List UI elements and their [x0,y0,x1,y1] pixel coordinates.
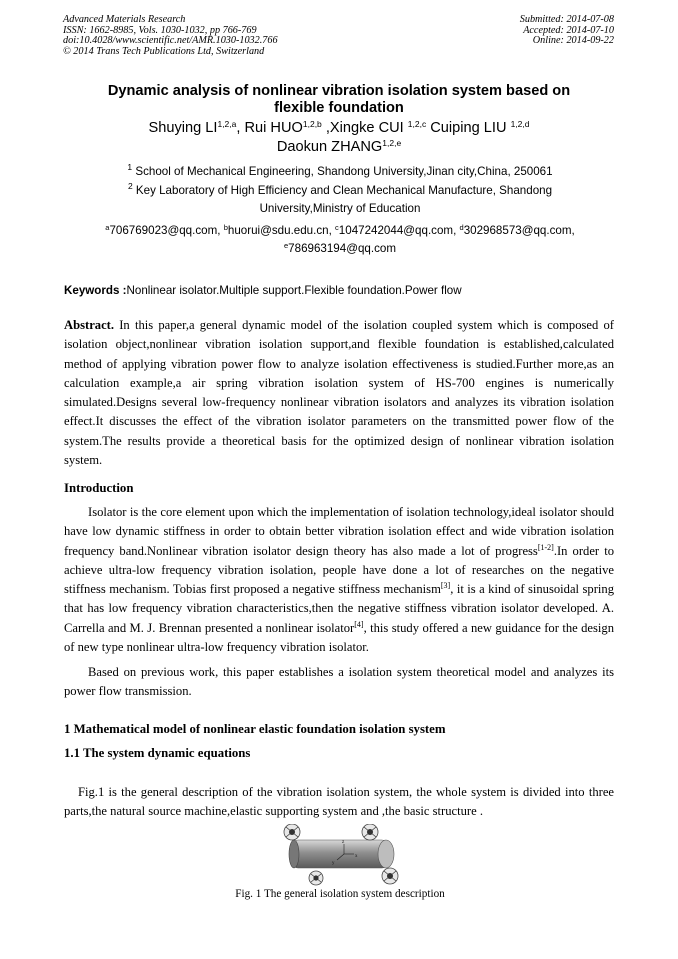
submitted-date: Submitted: 2014-07-08 [519,14,614,25]
journal-issn: ISSN: 1662-8985, Vols. 1030-1032, pp 766-769 [63,24,257,36]
journal-header-right [520,15,614,47]
section-heading-introduction: Introduction [64,481,134,495]
affiliation-text: Key Laboratory of High Efficiency and Clean Mechanical Manufacture, Shandong [132,183,553,197]
journal-copyright: © 2014 Trans Tech Publications Ltd, Switzerland [63,45,265,57]
email-link[interactable]: huorui@sdu.edu.cn, [227,224,336,237]
online-date: Online: 2014-09-22 [532,35,614,47]
affiliation-text: University,Ministry of Education [259,202,421,215]
figure-caption: Fig. 1 The general isolation system description [235,888,445,900]
journal-doi: doi:10.4028/www.scientific.net/AMR.1030-1032.766 [63,35,278,47]
email-marker: b [223,223,228,232]
axis-label-y: y [332,861,335,866]
email-link[interactable]: 302968573@qq.com, [463,224,575,237]
keywords-text: Nonlinear isolator.Multiple support.Flexible foundation.Power flow [126,284,462,297]
author-list [60,119,618,157]
abstract [64,316,614,470]
affiliations [80,163,600,219]
title-line-1: Dynamic analysis of nonlinear vibration isolation system based on [107,83,571,99]
email-marker: e [284,241,289,250]
author-name: ,Xingke CUI [321,120,408,136]
support-mount-bottom-left [309,871,323,885]
journal-name: Advanced Materials Research [63,14,186,25]
email-link[interactable]: 706769023@qq.com, [109,224,224,237]
accepted-date: Accepted: 2014-07-10 [523,24,614,36]
author-affiliation: 1,2,b [302,119,322,129]
email-marker: d [459,223,464,232]
support-mount-top-left [284,824,300,840]
author-name: Shuying LI [148,120,218,136]
axis-label-x: x [355,854,358,859]
affiliation-number: 2 [127,180,133,191]
author-affiliation: 1,2,a [217,119,237,129]
author-affiliation: 1,2,d [510,119,530,129]
axis-label-z: z [342,840,345,845]
paper-title [60,83,618,117]
section1-paragraph: Fig.1 is the general description of the vibration isolation system, the whole system is divided into three parts,the natural source machine,elastic supporting system and ,the basic structure . [64,785,614,819]
citation-ref[interactable]: [4] [354,619,364,629]
citation-ref[interactable]: [3] [440,581,451,591]
author-name: , Rui HUO [236,120,303,136]
subsection-heading-1-1: 1.1 The system dynamic equations [64,746,251,760]
author-emails [70,222,610,258]
author-name: Daokun ZHANG [276,139,383,155]
keywords-label: Keywords : [64,284,127,297]
affiliation-text: School of Mechanical Engineering, Shandong University,Jinan city,China, 250061 [132,165,553,178]
intro-text: , this study offered a new guidance for the design of new type nonlinear ultra-low frequency vibration isolator. [64,620,614,655]
intro-text: .In order to achieve ultra-low frequency vibration isolation, people have done a lot of researches on the negative stiffness mechanism. Tobias first proposed a negative stiffness mechanism [64,543,614,597]
intro-text: , it is a kind of sinusoidal spring that has low frequency vibration characteristics,then the negative stiffness vibration isolator developed. A. Carrella and M. J. Brennan presented a nonlinear isolator [64,582,614,635]
author-affiliation: 1,2,c [407,119,427,129]
support-mount-bottom-right [382,868,398,884]
abstract-text: In this paper,a general dynamic model of the isolation coupled system which is composed of isolation object,nonlinear vibration isolation support,and flexible foundation is established,calculated method of applying vibration power flow to analyze isolation effectiveness is studied.Further more,as an calculation example,a air spring vibration isolation system of HS-700 engines is numerically simulated.Designs several low-frequency nonlinear vibration isolators and analyzes its vibration isolation effect.It discusses the effect of the vibration isolator parameters on the transmitted power flow of the system.The results provide a theoretical basis for the optimized design of nonlinear vibration isolation system. [64,318,614,468]
intro-paragraph-1 [64,503,614,657]
author-name: Cuiping LIU [426,120,511,136]
intro-text: Isolator is the core element upon which the implementation of isolation technology,ideal isolator should have low dynamic stiffness in order to obtain better vibration isolation effect and wide vibration isolation frequency band.Nonlinear vibration isolator design theory has also made a lot of progress [64,505,614,558]
title-line-2: flexible foundation [274,100,404,116]
section-heading-1: 1 Mathematical model of nonlinear elastic foundation isolation system [64,722,446,736]
abstract-label: Abstract. [64,318,115,332]
email-link[interactable]: 786963194@qq.com [288,242,396,255]
support-mount-top-right [362,824,378,840]
intro-paragraph-2: Based on previous work, this paper establishes a isolation system theoretical model and analyzes its power flow transmission. [64,665,614,699]
citation-ref[interactable]: [1-2] [537,542,554,552]
keywords-line [64,284,462,297]
author-affiliation: 1,2,e [382,138,402,148]
affiliation-number: 1 [127,162,133,172]
isolation-system-figure [280,824,400,886]
journal-header-left [63,15,278,57]
email-link[interactable]: 1047242044@qq.com, [338,224,460,237]
email-marker: a [105,223,110,232]
email-marker: c [335,223,339,232]
